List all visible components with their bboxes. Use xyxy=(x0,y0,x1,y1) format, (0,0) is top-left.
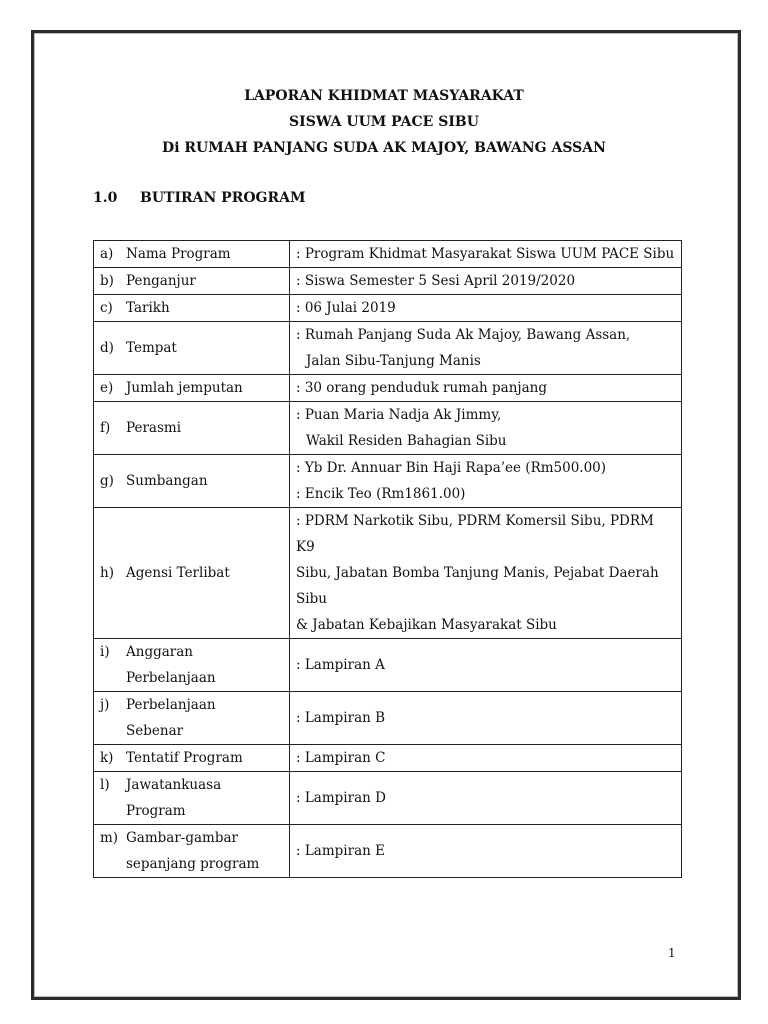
row-label: Nama Program xyxy=(126,246,231,262)
row-label-continued: Sebenar xyxy=(126,723,184,739)
row-label: Perbelanjaan xyxy=(126,697,216,713)
row-value-cell xyxy=(290,375,682,402)
row-value-cell xyxy=(290,268,682,295)
row-value-line: : Lampiran C xyxy=(296,750,386,766)
row-label-cell xyxy=(94,375,290,402)
row-label: Perasmi xyxy=(126,420,182,436)
row-label-cell xyxy=(94,241,290,268)
table-row xyxy=(94,745,682,772)
row-label: Jumlah jemputan xyxy=(126,380,243,396)
report-title-line-1: LAPORAN KHIDMAT MASYARAKAT xyxy=(244,88,524,104)
row-letter: f) xyxy=(100,420,111,436)
row-label: Penganjur xyxy=(126,273,196,289)
row-letter: g) xyxy=(100,473,114,489)
row-value-cell xyxy=(290,639,682,692)
row-label-continued: Perbelanjaan xyxy=(126,670,216,686)
table-row xyxy=(94,692,682,745)
row-letter: i) xyxy=(100,644,110,660)
row-value-line: : Program Khidmat Masyarakat Siswa UUM PACE Sibu xyxy=(296,246,675,262)
row-label: Sumbangan xyxy=(126,473,208,489)
row-value-line: : Lampiran E xyxy=(296,843,385,859)
row-label-cell xyxy=(94,639,290,692)
row-value-line: : Siswa Semester 5 Sesi April 2019/2020 xyxy=(296,273,576,289)
table-row xyxy=(94,375,682,402)
row-value-cell xyxy=(290,241,682,268)
row-value-line: Sibu, Jabatan Bomba Tanjung Manis, Pejabat Daerah Sibu xyxy=(296,565,659,607)
row-value-line: : 06 Julai 2019 xyxy=(296,300,396,316)
row-label-cell xyxy=(94,825,290,878)
table-row xyxy=(94,772,682,825)
row-letter: b) xyxy=(100,273,114,289)
row-value-line: Wakil Residen Bahagian Sibu xyxy=(306,433,507,449)
row-value-line: : Lampiran A xyxy=(296,657,385,673)
row-value-cell xyxy=(290,692,682,745)
row-value-line: : Yb Dr. Annuar Bin Haji Rapa’ee (Rm500.00) xyxy=(296,460,607,476)
row-value-cell xyxy=(290,402,682,455)
row-value-line: : Puan Maria Nadja Ak Jimmy, xyxy=(296,407,502,423)
row-value-cell xyxy=(290,322,682,375)
row-value-line: : Rumah Panjang Suda Ak Majoy, Bawang Assan, xyxy=(296,327,631,343)
row-label: Tempat xyxy=(126,340,177,356)
row-value-line: : 30 orang penduduk rumah panjang xyxy=(296,380,547,396)
row-label: Tentatif Program xyxy=(126,750,243,766)
row-value-cell xyxy=(290,825,682,878)
row-value-line: : PDRM Narkotik Sibu, PDRM Komersil Sibu, PDRM K9 xyxy=(296,513,654,555)
row-label-cell xyxy=(94,508,290,639)
table-row xyxy=(94,322,682,375)
row-value-cell xyxy=(290,455,682,508)
row-letter: d) xyxy=(100,340,114,356)
row-value-line: : Lampiran B xyxy=(296,710,386,726)
table-row xyxy=(94,639,682,692)
program-details-table xyxy=(93,240,682,878)
row-letter: j) xyxy=(100,697,110,713)
row-value-cell xyxy=(290,745,682,772)
row-label-cell xyxy=(94,268,290,295)
row-label-cell xyxy=(94,295,290,322)
row-value-cell xyxy=(290,508,682,639)
row-value-line: : Encik Teo (Rm1861.00) xyxy=(296,486,466,502)
row-value-cell xyxy=(290,295,682,322)
row-letter: e) xyxy=(100,380,114,396)
report-title-line-3: Di RUMAH PANJANG SUDA AK MAJOY, BAWANG ASSAN xyxy=(162,140,606,156)
row-value-line: & Jabatan Kebajikan Masyarakat Sibu xyxy=(296,617,557,633)
table-row xyxy=(94,241,682,268)
row-letter: h) xyxy=(100,565,114,581)
row-label: Agensi Terlibat xyxy=(126,565,230,581)
table-row xyxy=(94,508,682,639)
row-label-cell xyxy=(94,455,290,508)
table-row xyxy=(94,295,682,322)
row-label-continued: Program xyxy=(126,803,186,819)
row-value-line: Jalan Sibu-Tanjung Manis xyxy=(306,353,481,369)
row-label-cell xyxy=(94,402,290,455)
row-letter: c) xyxy=(100,300,113,316)
section-number: 1.0 xyxy=(93,190,118,206)
table-row xyxy=(94,402,682,455)
row-label: Gambar-gambar xyxy=(126,830,238,846)
row-label-cell xyxy=(94,772,290,825)
row-letter: a) xyxy=(100,246,114,262)
table-row xyxy=(94,455,682,508)
page-number: 1 xyxy=(668,946,676,960)
table-row xyxy=(94,268,682,295)
row-label: Tarikh xyxy=(126,300,170,316)
section-heading xyxy=(93,190,305,206)
row-value-cell xyxy=(290,772,682,825)
row-letter: l) xyxy=(100,777,110,793)
row-letter: k) xyxy=(100,750,114,766)
row-label-continued: sepanjang program xyxy=(126,856,260,872)
row-value-line: : Lampiran D xyxy=(296,790,386,806)
row-label: Jawatankuasa xyxy=(126,777,222,793)
row-label-cell xyxy=(94,322,290,375)
row-letter: m) xyxy=(100,830,119,846)
table-row xyxy=(94,825,682,878)
row-label-cell xyxy=(94,692,290,745)
row-label-cell xyxy=(94,745,290,772)
report-title-line-2: SISWA UUM PACE SIBU xyxy=(289,114,479,130)
row-label: Anggaran xyxy=(126,644,193,660)
section-title: BUTIRAN PROGRAM xyxy=(140,190,306,206)
